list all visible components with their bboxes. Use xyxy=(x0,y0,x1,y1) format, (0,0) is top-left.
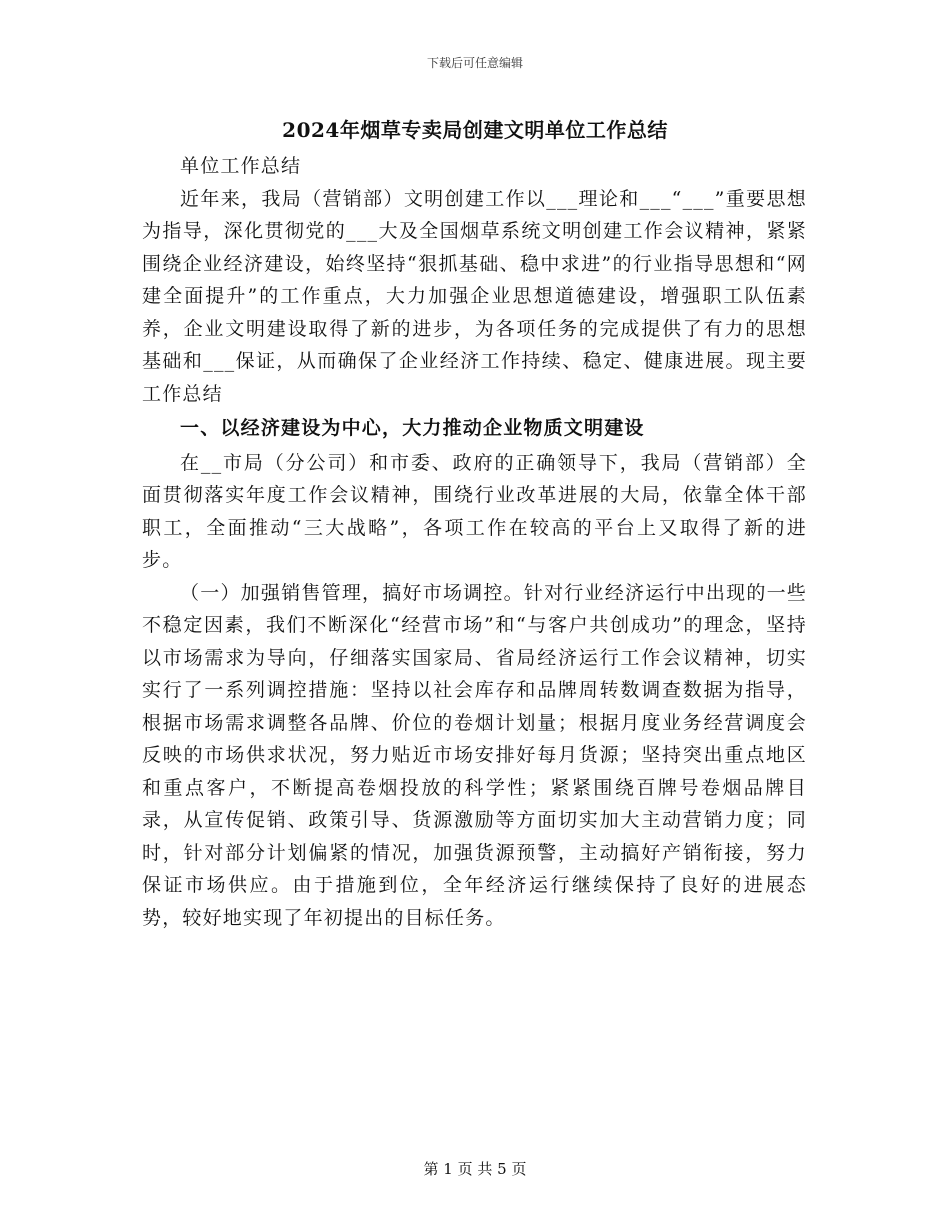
header-note: 下载后可任意编辑 xyxy=(426,56,523,70)
paragraph-subsection-1: （一）加强销售管理，搞好市场调控。针对行业经济运行中出现的一些不稳定因素，我们不断深化“经营市场”和“与客户共创成功”的理念，坚持以市场需求为导向，仔细落实国家局、省局经济运行工作会议精神，切实实行了一系列调控措施：坚持以社会库存和品牌周转数调查数据为指导，根据市场需求调整各品牌、价位的卷烟计划量；根据月度业务经营调度会反映的市场供求状况，努力贴近市场安排好每月货源；坚持突出重点地区和重点客户，不断提高卷烟投放的科学性；紧紧围绕百牌号卷烟品牌目录，从宣传促销、政策引导、货源激励等方面切实加大主动营销力度；同时，针对部分计划偏紧的情况，加强货源预警，主动搞好产销衔接，努力保证市场供应。由于措施到位，全年经济运行继续保持了良好的进展态势，较好地实现了年初提出的目标任务。 xyxy=(142,581,807,929)
document-body xyxy=(142,150,807,934)
document-title: 2024年烟草专卖局创建文明单位工作总结 xyxy=(282,118,668,142)
section-heading: 一、以经济建设为中心，大力推动企业物质文明建设 xyxy=(180,417,645,439)
paragraph-section-1: 在__市局（分公司）和市委、政府的正确领导下，我局（营销部）全面贯彻落实年度工作会议精神，围绕行业改革进展的大局，依靠全体干部职工，全面推动“三大战略”，各项工作在较高的平台上又取得了新的进步。 xyxy=(142,451,807,571)
paragraph-intro: 近年来，我局（营销部）文明创建工作以___理论和___“___”重要思想为指导，深化贯彻党的___大及全国烟草系统文明创建工作会议精神，紧紧围绕企业经济建设，始终坚持“狠抓基础、稳中求进”的行业指导思想和“网建全面提升”的工作重点，大力加强企业思想道德建设，增强职工队伍素养，企业文明建设取得了新的进步，为各项任务的完成提供了有力的思想基础和___保证，从而确保了企业经济工作持续、稳定、健康进展。现主要工作总结 xyxy=(142,187,807,405)
paragraph-subtitle: 单位工作总结 xyxy=(180,155,302,177)
page-number: 第 1 页 共 5 页 xyxy=(423,1160,527,1178)
